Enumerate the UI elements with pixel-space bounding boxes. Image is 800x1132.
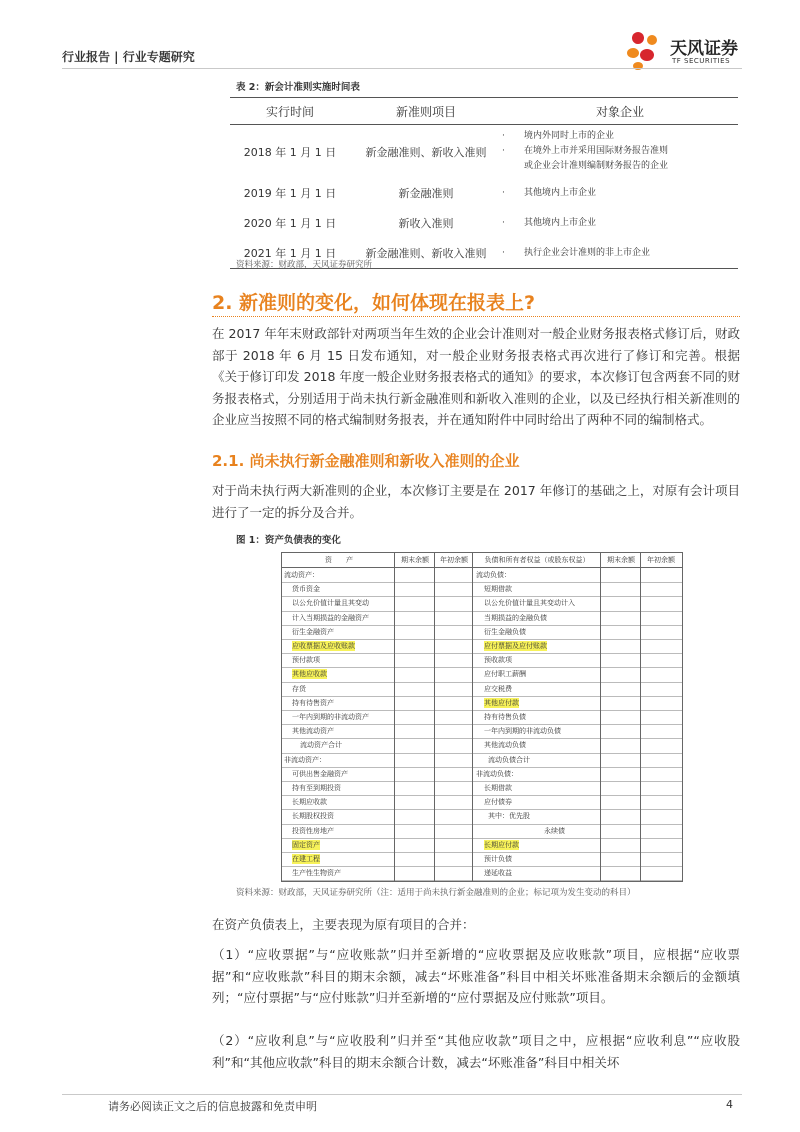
bullet-icon: ·	[502, 217, 505, 228]
row-date: 2018 年 1 月 1 日	[243, 145, 337, 159]
bullet-icon: ·	[502, 247, 505, 258]
liability-item: 非流动负债：	[476, 769, 518, 778]
fig-header-end-balance: 期末余额	[607, 556, 635, 564]
table-row	[282, 852, 682, 867]
table-source-note: 资料来源：财政部，天风证券研究所	[236, 260, 373, 270]
row-item: 新金融准则	[398, 187, 454, 200]
asset-item: 衍生金融资产	[292, 627, 334, 636]
header-divider	[62, 68, 742, 69]
body-paragraph: （1）“应收票据”与“应收账款”归并至新增的“应收票据及应收账款”项目，应根据“应收票据”和“应收账款”科目的期末余额，减去“坏账准备”科目中相关坏账准备期末余额后的金额填列；“应付票据”与“应付账款”归并至新增的“应付票据及应付账款”项目。	[212, 947, 740, 1005]
table-row	[282, 596, 682, 611]
liability-item: 长期应付款	[484, 840, 519, 849]
asset-item: 长期股权投资	[292, 812, 334, 821]
section-heading-underline	[212, 316, 740, 317]
liability-item: 短期借款	[484, 585, 512, 594]
col-header-date: 实行时间	[230, 98, 350, 125]
report-type-label: 行业报告 | 行业专题研究	[62, 50, 195, 64]
disclaimer-notice: 请务必阅读正文之后的信息披露和免责申明	[108, 1100, 317, 1113]
table-row	[282, 710, 682, 725]
asset-item: 存货	[292, 684, 306, 693]
fig-header-liabilities: 负债和所有者权益（或股东权益）	[484, 556, 590, 564]
logo-english-name: TF SECURITIES	[672, 57, 731, 65]
liability-item: 衍生金融负债	[484, 627, 526, 636]
table-row	[282, 795, 682, 810]
bullet-icon: ·	[502, 131, 505, 141]
org-text: 其他境内上市企业	[524, 217, 597, 228]
table-row	[282, 682, 682, 697]
liability-item: 应付票据及应付账款	[484, 642, 547, 651]
table-row	[282, 824, 682, 839]
table-row	[282, 696, 682, 711]
liability-item: 流动负债：	[476, 571, 511, 580]
column-divider	[394, 553, 395, 881]
table-row	[282, 568, 682, 583]
fig-header-begin-balance: 年初余额	[647, 556, 675, 564]
liability-item: 预收款项	[484, 656, 512, 665]
row-date: 2020 年 1 月 1 日	[243, 217, 337, 230]
table-row	[282, 781, 682, 796]
asset-item: 投资性房地产	[292, 826, 334, 835]
row-date: 2021 年 1 月 1 日	[230, 238, 350, 269]
liability-item: 当期损益的金融负债	[484, 613, 547, 622]
asset-item: 长期应收款	[292, 798, 327, 807]
table-row	[282, 738, 682, 753]
table-row	[282, 809, 682, 824]
column-divider	[434, 553, 435, 881]
fig-header-end-balance: 期末余额	[401, 556, 429, 564]
liability-item: 应付职工薪酬	[484, 670, 526, 679]
subsection-heading: 2.1. 尚未执行新金融准则和新收入准则的企业	[212, 452, 520, 470]
asset-item: 可供出售金融资产	[292, 769, 348, 778]
table-row	[282, 625, 682, 640]
page-number: 4	[726, 1098, 733, 1111]
asset-item: 固定资产	[292, 840, 320, 849]
row-item: 新金融准则、新收入准则	[350, 238, 502, 269]
org-text: 在境外上市并采用国际财务报告准则	[524, 146, 669, 156]
table-header-row	[230, 98, 738, 125]
asset-item: 持有至到期投资	[292, 784, 341, 793]
asset-item: 非流动资产：	[284, 755, 326, 764]
table-row	[230, 208, 738, 238]
table-row	[282, 767, 682, 782]
balance-sheet-figure	[281, 552, 683, 882]
logo-chinese-name: 天风证券	[670, 39, 738, 59]
figure-source-note: 资料来源：财政部，天风证券研究所（注：适用于尚未执行新金融准则的企业；标记项为发生变动的科目）	[236, 888, 636, 898]
page-header	[62, 40, 742, 70]
asset-item: 其他流动资产	[292, 727, 334, 736]
col-header-org: 对象企业	[502, 98, 738, 125]
fig-header-assets: 资 产	[325, 556, 353, 564]
figure-header-row	[282, 553, 682, 568]
table-row	[282, 653, 682, 668]
implementation-schedule-table	[230, 97, 738, 269]
liability-item: 应付债券	[484, 798, 512, 807]
asset-item: 应收票据及应收账款	[292, 642, 355, 651]
liability-item: 应交税费	[484, 684, 512, 693]
row-item: 新金融准则、新收入准则	[365, 145, 487, 159]
liability-item: 流动负债合计	[488, 755, 530, 764]
liability-item: 一年内到期的非流动负债	[484, 727, 561, 736]
row-orgs	[502, 238, 738, 269]
body-paragraph: 在 2017 年年末财政部针对两项当年生效的企业会计准则对一般企业财务报表格式修订后，财政部于 2018 年 6 月 15 日发布通知，对一般企业财务报表格式再次进行了修订和完善。根据《关于修订印发 2018 年度一般企业财务报表格式的通知》的要求，本次修订包含两套不同的财务报表格式，分别适用于尚未执行新金融准则和新收入准则的企业，以及已经执行相关新准则的企业应当按照不同的格式编制财务报表，并在通知附件中同时给出了两种不同的编制格式。	[212, 326, 740, 427]
table-row	[230, 125, 738, 179]
table-row	[282, 639, 682, 654]
table-row	[282, 753, 682, 768]
column-divider	[472, 553, 473, 881]
footer-divider	[62, 1094, 742, 1095]
row-item: 新收入准则	[398, 217, 454, 230]
liability-item: 长期借款	[484, 784, 512, 793]
asset-item: 持有待售资产	[292, 698, 334, 707]
body-paragraph: （2）“应收利息”与“应收股利”归并至“其他应收款”项目之中，应根据“应收利息”“应收股利”和“其他应收款”科目的期末余额合计数，减去“坏账准备”科目中相关坏	[212, 1033, 740, 1070]
asset-item: 流动资产：	[284, 571, 319, 580]
liability-item: 其他流动负债	[484, 741, 526, 750]
bullet-icon: ·	[502, 187, 505, 198]
asset-item: 以公允价值计量且其变动	[292, 599, 369, 608]
org-text: 执行企业会计准则的非上市企业	[524, 247, 651, 258]
asset-item: 在建工程	[292, 855, 320, 864]
org-text: 其他境内上市企业	[524, 187, 597, 198]
asset-item: 预付款项	[292, 656, 320, 665]
liability-item: 以公允价值计量且其变动计入	[484, 599, 575, 608]
table-row	[282, 611, 682, 626]
org-text: 或企业会计准则编制财务报告的企业	[524, 161, 669, 171]
column-divider	[600, 553, 601, 881]
liability-item: 永续债	[544, 826, 565, 835]
table-row	[282, 866, 682, 881]
section-heading: 2. 新准则的变化，如何体现在报表上?	[212, 292, 536, 314]
fig-header-begin-balance: 年初余额	[440, 556, 468, 564]
liability-item: 递延收益	[484, 869, 512, 878]
body-paragraph: 对于尚未执行两大新准则的企业，本次修订主要是在 2017 年修订的基础之上，对原有会计项目进行了一定的拆分及合并。	[212, 483, 740, 520]
liability-item: 持有待售负债	[484, 713, 526, 722]
liability-item: 其他应付款	[484, 698, 519, 707]
row-orgs	[502, 208, 738, 238]
asset-item: 计入当期损益的金融资产	[292, 613, 369, 622]
col-header-item: 新准则项目	[350, 98, 502, 125]
figure-caption: 图 1：资产负债表的变化	[236, 535, 341, 546]
liability-item: 预计负债	[484, 855, 512, 864]
asset-item: 生产性生物资产	[292, 869, 341, 878]
table-row	[230, 178, 738, 208]
table-row	[282, 838, 682, 853]
asset-item: 流动资产合计	[300, 741, 342, 750]
balance-sheet-table	[281, 552, 683, 882]
asset-item: 一年内到期的非流动资产	[292, 713, 369, 722]
liability-item: 其中：优先股	[488, 812, 530, 821]
column-divider	[640, 553, 641, 881]
table-row	[282, 724, 682, 739]
table-caption: 表 2：新会计准则实施时间表	[236, 82, 360, 93]
asset-item: 其他应收款	[292, 670, 327, 679]
bullet-icon: ·	[502, 146, 505, 156]
asset-item: 货币资金	[292, 585, 320, 594]
table-row	[282, 582, 682, 597]
body-paragraph: 在资产负债表上，主要表现为原有项目的合并：	[212, 917, 475, 932]
table-row	[282, 667, 682, 682]
org-text: 境内外同时上市的企业	[524, 131, 615, 141]
row-orgs	[502, 178, 738, 208]
row-orgs	[502, 125, 738, 179]
row-date: 2019 年 1 月 1 日	[243, 187, 337, 200]
